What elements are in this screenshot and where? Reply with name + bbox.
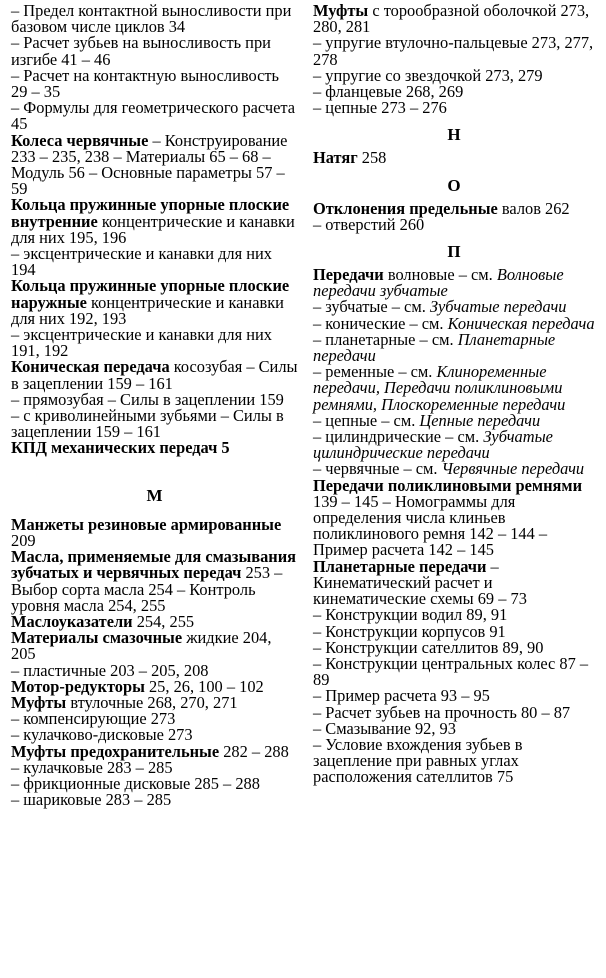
entry-text: 254, 255 <box>132 611 195 631</box>
entry-heading: Коническая передача <box>11 357 170 377</box>
entry-text: – цепные 273 – 276 <box>313 98 447 118</box>
entry-text: 253 – Выбор сорта масла 254 – Контроль уровня масла 254, 255 <box>11 563 283 615</box>
entry-heading: Манжеты резиновые армированные <box>11 514 282 534</box>
entry-heading: КПД механических передач 5 <box>11 438 230 458</box>
section-letter: Н <box>447 125 461 145</box>
index-entry <box>313 475 595 560</box>
entry-text: – фрикционные дисковые 285 – 288 <box>11 773 260 793</box>
index-entry <box>313 556 595 609</box>
index-entry <box>313 364 595 413</box>
entry-text: – прямозубая – Силы в зацеплении 159 <box>11 389 284 409</box>
entry-text: 25, 26, 100 – 102 <box>144 676 264 696</box>
index-subentry <box>313 100 595 116</box>
index-entry <box>11 197 298 246</box>
entry-heading: Муфты предохранительные <box>11 741 220 761</box>
index-subentry <box>11 246 298 278</box>
index-entry <box>11 359 298 391</box>
entry-text: – конические – см. <box>313 313 448 333</box>
entry-text: – Смазывание 92, 93 <box>313 718 456 738</box>
section-letter: М <box>146 485 163 505</box>
index-entry <box>11 278 298 327</box>
entry-text: – Конструкции сателлитов 89, 90 <box>313 637 544 657</box>
entry-text: – с криволинейными зубьями – Силы в зацеплении 159 – 161 <box>11 406 284 442</box>
index-subentry <box>11 327 298 359</box>
entry-crossref: Цепные передачи <box>419 410 541 430</box>
entry-text: – Конструкции корпусов 91 <box>313 621 506 641</box>
entry-heading: Колеса червячные <box>11 130 149 150</box>
index-subentry <box>313 214 595 234</box>
entry-text: валов 262 <box>497 198 570 218</box>
entry-heading: Маслоуказатели <box>11 611 133 631</box>
entry-text: – кулачково-дисковые 273 <box>11 725 193 745</box>
entry-text: косозубая – Силы в зацеплении 159 – 161 <box>11 357 298 393</box>
section-letter: П <box>447 242 461 262</box>
entry-crossref: Волновые передачи зубчатые <box>313 265 564 301</box>
index-entry <box>11 130 298 199</box>
index-entry <box>11 630 298 662</box>
entry-text: 258 <box>357 148 387 168</box>
entry-crossref: Коническая передача <box>447 313 595 333</box>
entry-text: – цепные – см. <box>313 410 420 430</box>
entry-text: – Условие вхождения зубьев в зацепление при равных углах расположения сателлитов 75 <box>313 734 523 787</box>
entry-text: – червячные – см. <box>313 459 442 479</box>
entry-text: – отверстий 260 <box>313 214 425 234</box>
entry-text: – Формулы для геометрического расчета 45 <box>11 98 296 134</box>
section-letter: О <box>447 175 461 195</box>
entry-text: – упругие со звездочкой 273, 279 <box>313 65 543 85</box>
entry-text: – ременные – см. <box>313 362 437 382</box>
entry-heading: Материалы смазочные <box>11 628 183 648</box>
entry-crossref: Зубчатые передачи <box>429 297 567 317</box>
entry-crossref: Планетарные передачи <box>313 329 556 366</box>
entry-text: с торообразной оболочкой 273, 280, 281 <box>313 1 590 37</box>
entry-text: втулочные 268, 270, 271 <box>66 692 238 712</box>
entry-text: – Расчет зубьев на выносливость при изгибе 41 – 46 <box>11 33 271 69</box>
entry-heading: Кольца пружинные упорные плоские наружные <box>11 276 290 312</box>
entry-text: жидкие 204, 205 <box>11 628 272 664</box>
entry-heading: Натяг <box>313 148 358 168</box>
entry-heading: Муфты <box>313 1 369 20</box>
index-column-left <box>11 3 298 808</box>
index-subentry <box>11 35 298 67</box>
entry-heading: Передачи поликлиновыми ремнями <box>313 475 583 495</box>
entry-text: – Кинематический расчет и кинематические схемы 69 – 73 <box>313 556 527 609</box>
entry-text: – эксцентрические и канавки для них 194 <box>11 244 272 280</box>
entry-heading: Кольца пружинные упорные плоские внутренние <box>11 195 290 231</box>
index-entry <box>11 514 298 550</box>
index-entry <box>313 329 595 366</box>
entry-text: – фланцевые 268, 269 <box>313 82 464 102</box>
entry-crossref: Клиноременные передачи, Передачи поликлиновыми ремнями, Плоскоременные передачи <box>313 362 566 414</box>
entry-text: – компенсирующие 273 <box>11 709 176 729</box>
index-subentry <box>11 65 298 102</box>
entry-text: – Расчет зубьев на прочность 80 – 87 <box>313 702 571 722</box>
index-column-right <box>313 3 595 786</box>
entry-text: – шариковые 283 – 285 <box>11 790 172 810</box>
index-subentry <box>313 35 595 67</box>
entry-text: волновые – см. <box>383 265 497 285</box>
entry-text: 209 <box>11 530 36 550</box>
entry-text: – Расчет на контактную выносливость 29 – 35 <box>11 65 280 102</box>
entry-text: 139 – 145 – Номограммы для определения числа клиньев поликлинового ремня 142 – 144 – Пример расчета 142 – 145 <box>313 491 548 560</box>
index-entry <box>11 549 298 614</box>
entry-text: – упругие втулочно-пальцевые 273, 277, 278 <box>313 33 594 69</box>
entry-text: – цилиндрические – см. <box>313 427 484 447</box>
index-entry <box>313 429 595 461</box>
entry-crossref: Зубчатые цилиндрические передачи <box>313 427 553 463</box>
entry-text: – эксцентрические и канавки для них 191, 192 <box>11 325 272 361</box>
index-entry <box>313 267 595 299</box>
entry-text: – кулачковые 283 – 285 <box>11 757 173 777</box>
entry-text: концентрические и канавки для них 195, 196 <box>11 211 295 247</box>
index-entry <box>313 150 595 166</box>
entry-heading: Передачи <box>313 265 384 285</box>
entry-heading: Планетарные передачи <box>313 556 487 576</box>
entry-text: – Предел контактной выносливости при базовом числе циклов 34 <box>11 1 292 37</box>
entry-text: концентрические и канавки для них 192, 193 <box>11 292 284 328</box>
index-entry <box>11 440 298 456</box>
entry-text: 282 – 288 <box>219 741 289 761</box>
entry-text: – зубчатые – см. <box>313 297 430 317</box>
entry-text: – Конструкции водил 89, 91 <box>313 605 508 625</box>
entry-heading: Муфты <box>11 692 67 712</box>
index-subentry <box>11 408 298 440</box>
entry-text: – Пример расчета 93 – 95 <box>313 686 490 706</box>
entry-heading: Масла, применяемые для смазывания зубчатых и червячных передач <box>11 547 297 583</box>
index-subentry <box>313 734 595 787</box>
index-subentry <box>11 3 298 35</box>
entry-heading: Отклонения предельные <box>313 198 498 218</box>
index-subentry <box>313 653 595 690</box>
index-subentry <box>11 792 298 808</box>
entry-text: – Конструкции центральных колес 87 – 89 <box>313 653 589 690</box>
entry-text: – планетарные – см. <box>313 329 458 349</box>
index-entry <box>313 3 595 35</box>
entry-text: – пластичные 203 – 205, 208 <box>11 660 209 680</box>
index-subentry <box>11 100 298 132</box>
entry-crossref: Червячные передачи <box>441 459 585 479</box>
entry-text: – Конструирование 233 – 235, 238 – Материалы 65 – 68 – Модуль 56 – Основные параметры 57 – 59 <box>11 130 288 199</box>
entry-heading: Мотор-редукторы <box>11 676 145 696</box>
